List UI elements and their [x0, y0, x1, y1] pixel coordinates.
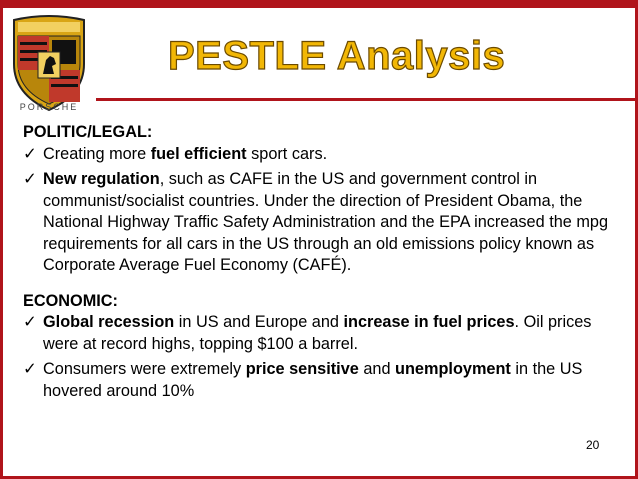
frame-left-bar — [0, 0, 3, 479]
section-politic-legal — [23, 122, 613, 277]
checkmark-icon: ✓ — [23, 170, 37, 188]
section-economic — [23, 291, 613, 403]
content-body — [23, 122, 613, 402]
bullet-item: ✓ Global recession in US and Europe and increase in fuel prices. Oil prices were at record highs, topping $100 a barrel. — [23, 313, 592, 353]
slide-title: PESTLE Analysis — [168, 34, 506, 78]
checkmark-icon: ✓ — [23, 144, 37, 163]
bullet-item: ✓ New regulation, such as CAFE in the US and government control in communist/socialist countries. Under the direction of President Obama, the National Highway Traffic Safety Administration and the EPA increased the mpg requirements for all cars in the US through an old emissions policy known as Corporate Average Fuel Economy (CAFÉ). — [23, 170, 609, 274]
frame-top-bar — [0, 0, 638, 8]
title-rule — [96, 98, 638, 101]
bullet-item: ✓ Creating more fuel efficient sport cars. — [23, 144, 613, 166]
bullet-item: ✓ Consumers were extremely price sensitive and unemployment in the US hovered around 10% — [23, 360, 583, 400]
section-heading: POLITIC/LEGAL: — [23, 123, 153, 141]
section-heading: ECONOMIC: — [23, 291, 118, 310]
page-number: 20 — [586, 438, 600, 452]
logo-wordmark: PORSCHE — [19, 102, 79, 112]
checkmark-icon: ✓ — [23, 360, 37, 378]
checkmark-icon: ✓ — [23, 313, 37, 331]
porsche-crest-logo — [10, 14, 88, 114]
